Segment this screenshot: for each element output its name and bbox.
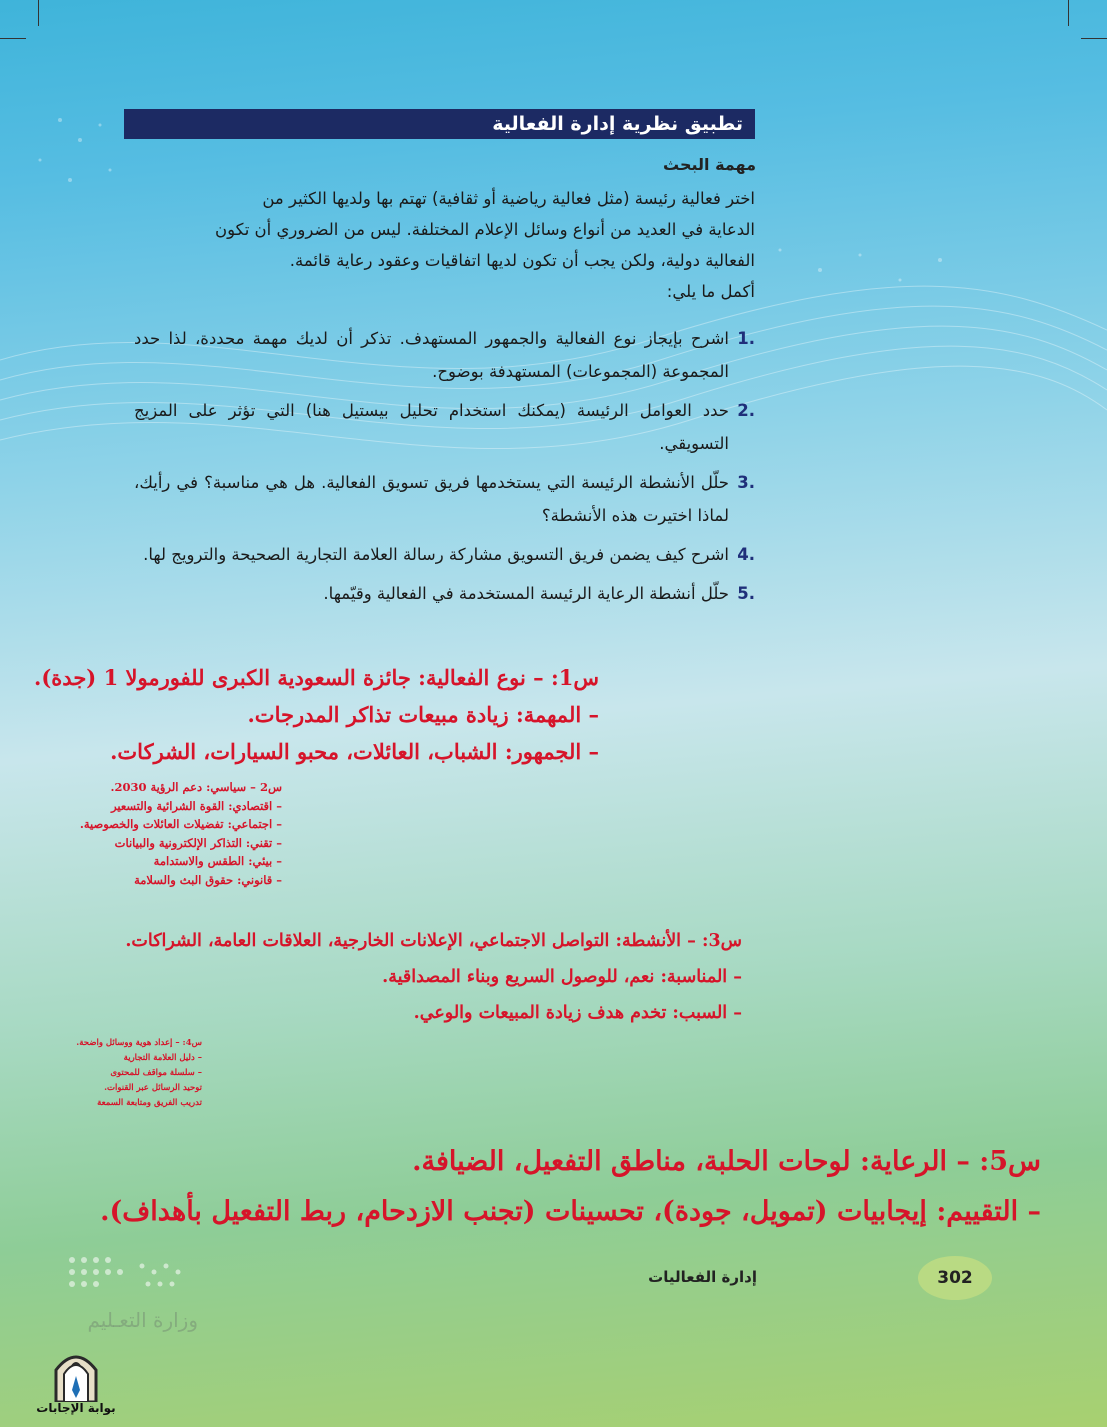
answer-2 [80, 778, 282, 889]
questions-list [134, 322, 755, 616]
intro-line: الدعاية في العديد من أنواع وسائل الإعلام المختلفة. ليس من الضروري أن تكون [214, 220, 755, 239]
mosque-gate-icon [30, 1346, 122, 1402]
answer-line: – السبب: تخدم هدف زيادة المبيعات والوعي. [413, 1003, 742, 1023]
question-text: اشرح بإيجاز نوع الفعالية والجمهور المستهدف. تذكر أن لديك مهمة محددة، لذا حدد المجموعة (المجموعات) المستهدفة بوضوح. [134, 329, 729, 381]
crop-mark [38, 0, 39, 26]
answer-line: س5: – الرعاية: لوحات الحلبة، مناطق التفعيل، الضيافة. [412, 1146, 1041, 1177]
answer-line: – الجمهور: الشباب، العائلات، محبو السيارات، الشركات. [110, 739, 599, 764]
question-text: حدد العوامل الرئيسة (يمكنك استخدام تحليل بيستيل هنا) التي تؤثر على المزيج التسويقي. [134, 401, 729, 453]
question-number: .4 [737, 545, 755, 564]
page-number-text: 302 [937, 1268, 973, 1288]
answer-line: تدريب الفريق ومتابعة السمعة [97, 1098, 202, 1108]
answer-line: توحيد الرسائل عبر القنوات. [104, 1083, 202, 1093]
question-item [134, 577, 755, 610]
answer-line: س2 – سياسي: دعم الرؤية 2030. [110, 780, 282, 794]
answer-1 [34, 659, 599, 770]
answer-line: – قانوني: حقوق البث والسلامة [134, 872, 282, 887]
answer-line: – سلسلة مواقف للمحتوى [110, 1068, 202, 1078]
question-item [134, 322, 755, 388]
answer-line: – دليل العلامة التجارية [123, 1053, 202, 1063]
question-number: .5 [737, 584, 755, 603]
question-item [134, 538, 755, 571]
answer-line: س4: – إعداد هوية ووسائل واضحة. [76, 1038, 202, 1048]
answer-line: – التقييم: إيجابيات (تمويل، جودة)، تحسينات (تجنب الازدحام، ربط التفعيل بأهداف). [100, 1196, 1041, 1227]
site-badge [30, 1346, 120, 1426]
answer-3 [125, 923, 742, 1031]
instruction-text: أكمل ما يلي: [666, 282, 755, 301]
page-number [918, 1256, 992, 1300]
section-header [124, 109, 755, 139]
footer-book-title: إدارة الفعاليات [648, 1268, 757, 1286]
intro-paragraph [134, 183, 755, 307]
answer-line: – المهمة: زيادة مبيعات تذاكر المدرجات. [247, 702, 599, 727]
answer-5 [100, 1137, 1041, 1237]
ministry-dots-icon [62, 1250, 202, 1300]
answer-line: – بيئي: الطقس والاستدامة [153, 854, 282, 868]
intro-line: الفعالية دولية، ولكن يجب أن تكون لديها اتفاقيات وعقود رعاية قائمة. [289, 251, 755, 270]
crop-mark [1068, 0, 1069, 26]
task-subtitle: مهمة البحث [663, 155, 756, 174]
answer-line: – المناسبة: نعم، للوصول السريع وبناء المصداقية. [382, 967, 742, 987]
question-text: اشرح كيف يضمن فريق التسويق مشاركة رسالة العلامة التجارية الصحيحة والترويج لها. [143, 545, 729, 564]
crop-mark [1081, 38, 1107, 39]
question-item [134, 394, 755, 460]
answer-4 [76, 1036, 202, 1111]
question-text: حلّل الأنشطة الرئيسة التي يستخدمها فريق تسويق الفعالية. هل هي مناسبة؟ في رأيك، لماذا اختيرت هذه الأنشطة؟ [134, 473, 729, 525]
section-title: تطبيق نظرية إدارة الفعالية [492, 113, 743, 135]
answer-line: – اقتصادي: القوة الشرائية والتسعير [111, 798, 282, 813]
crop-mark [0, 38, 26, 39]
answer-line: س1: – نوع الفعالية: جائزة السعودية الكبرى للفورمولا 1 (جدة). [34, 665, 599, 690]
intro-line: اختر فعالية رئيسة (مثل فعالية رياضية أو ثقافية) تهتم بها ولديها الكثير من [262, 189, 755, 208]
question-item [134, 466, 755, 532]
answer-line: – تقني: التذاكر الإلكترونية والبيانات [114, 835, 282, 850]
question-number: .2 [737, 401, 755, 420]
site-label: بوابة الإجابات [36, 1401, 116, 1415]
question-text: حلّل أنشطة الرعاية الرئيسة المستخدمة في الفعالية وقيّمها. [323, 584, 729, 603]
question-number: .3 [737, 473, 755, 492]
answer-line: س3: – الأنشطة: التواصل الاجتماعي، الإعلانات الخارجية، العلاقات العامة، الشراكات. [125, 931, 742, 951]
ministry-watermark-text: وزارة التعـليم [87, 1308, 198, 1332]
answer-line: – اجتماعي: تفضيلات العائلات والخصوصية. [79, 817, 282, 831]
question-number: .1 [737, 329, 755, 348]
